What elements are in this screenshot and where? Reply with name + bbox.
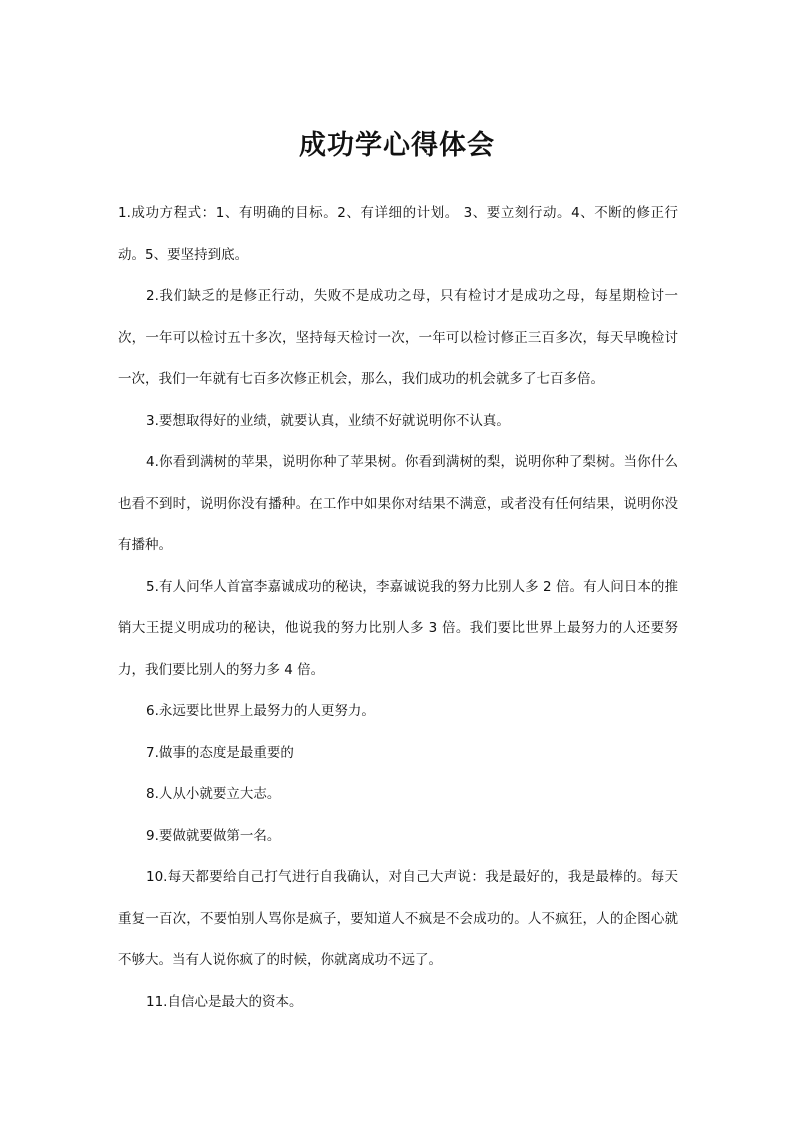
paragraph-5: 5.有人问华人首富李嘉诚成功的秘诀，李嘉诚说我的努力比别人多 2 倍。有人问日本的推销大王提义明成功的秘诀，他说我的努力比别人多 3 倍。我们要比世界上最努力的人还要努力，我们要比别人的努力多 4 倍。: [118, 578, 678, 678]
paragraph-2: 2.我们缺乏的是修正行动，失败不是成功之母，只有检讨才是成功之母，每星期检讨一次，一年可以检讨五十多次，坚持每天检讨一次，一年可以检讨修正三百多次，每天早晚检讨一次，我们一年就有七百多次修正机会，那么，我们成功的机会就多了七百多倍。: [118, 288, 678, 387]
paragraph-4: 4.你看到满树的苹果，说明你种了苹果树。你看到满树的梨，说明你种了梨树。当你什么也看不到时，说明你没有播种。在工作中如果你对结果不满意，或者没有任何结果，说明你没有播种。: [118, 454, 678, 553]
document-body: [118, 193, 678, 1023]
paragraph-10: 10.每天都要给自己打气进行自我确认，对自己大声说：我是最好的，我是最棒的。每天重复一百次，不要怕别人骂你是疯子，要知道人不疯是不会成功的。人不疯狂，人的企图心就不够大。当有人说你疯了的时候，你就离成功不远了。: [118, 869, 678, 968]
paragraph-6: 6.永远要比世界上最努力的人更努力。: [146, 703, 375, 719]
paragraph-8: 8.人从小就要立大志。: [146, 786, 281, 802]
paragraph-3: 3.要想取得好的业绩，就要认真，业绩不好就说明你不认真。: [146, 412, 510, 429]
paragraph-9: 9.要做就要做第一名。: [146, 827, 281, 844]
paragraph-11: 11.自信心是最大的资本。: [146, 993, 303, 1010]
paragraph-7: 7.做事的态度是最重要的: [146, 744, 294, 761]
document-title: 成功学心得体会: [299, 130, 495, 161]
paragraph-1: 1.成功方程式：1、有明确的目标。2、有详细的计划。 3、要立刻行动。4、不断的修正行动。5、要坚持到底。: [118, 205, 678, 263]
